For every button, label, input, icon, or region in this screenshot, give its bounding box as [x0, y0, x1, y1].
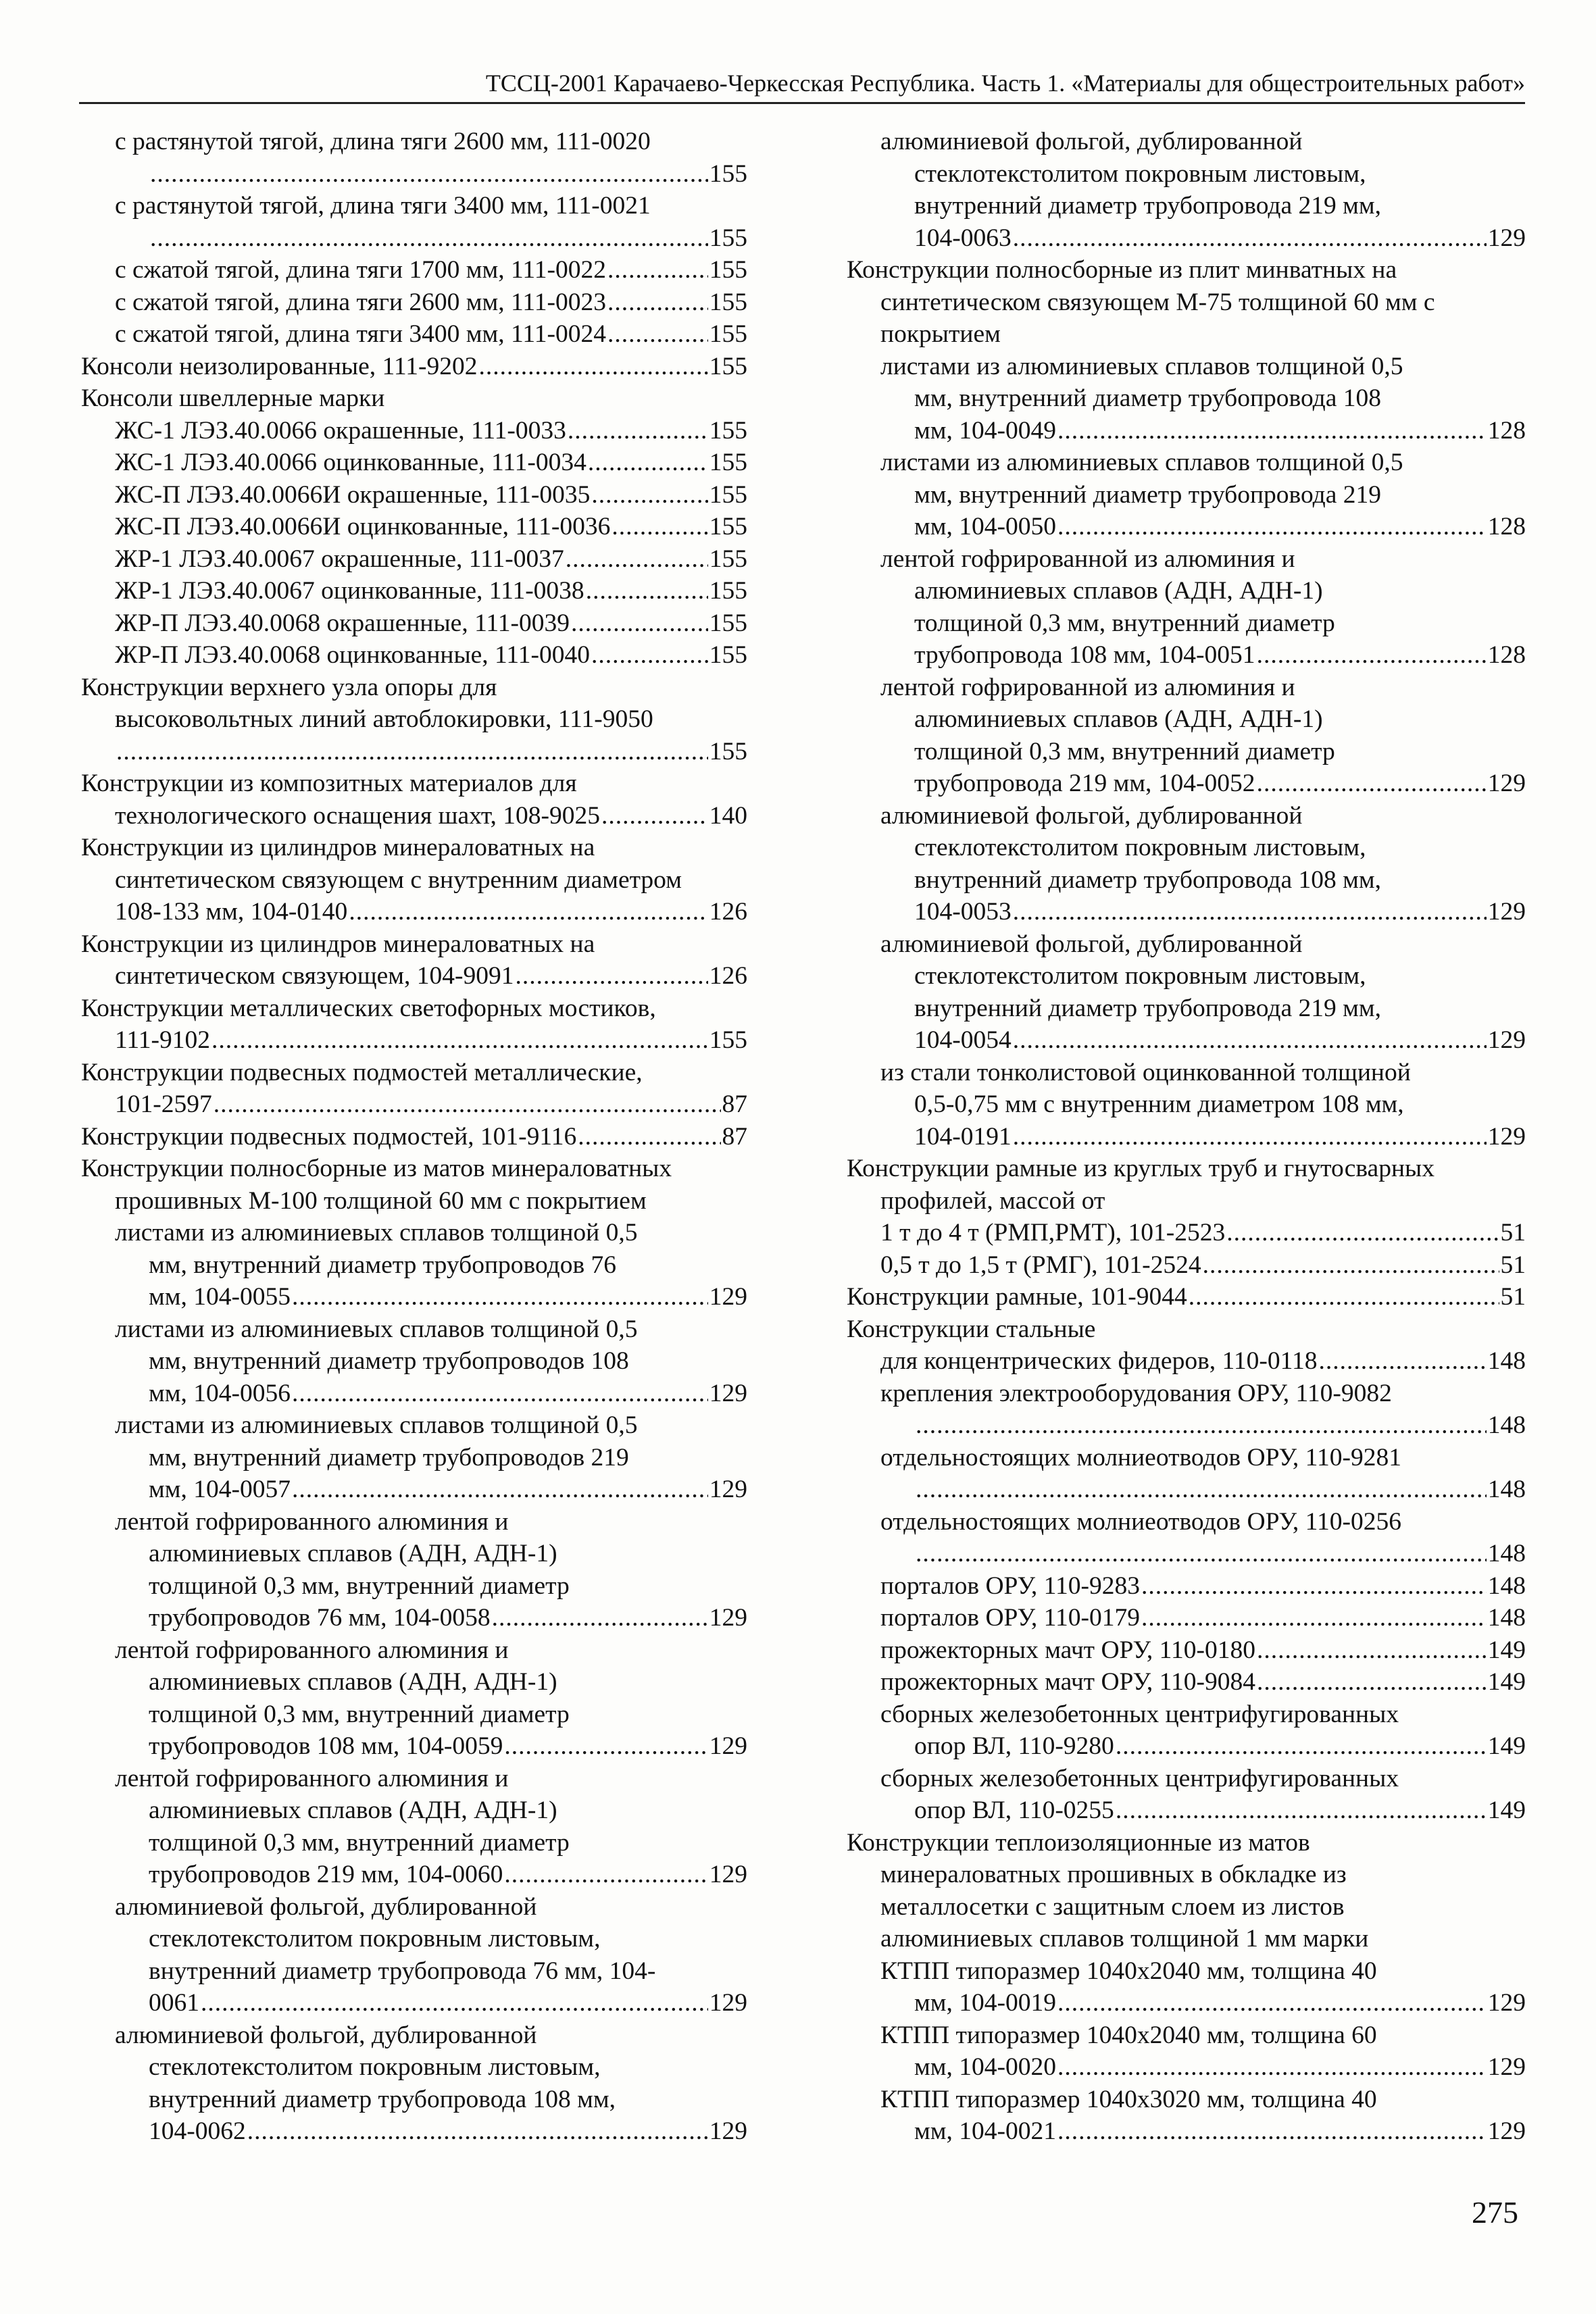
entry-page-number: 149	[1487, 1796, 1526, 1824]
entry-text: с сжатой тягой, длина тяги 1700 мм, 111-0022	[115, 256, 606, 284]
entry-page-number: 129	[1487, 898, 1526, 926]
index-entry	[81, 992, 747, 1057]
entry-text: алюминиевой фольгой, дублированной	[880, 801, 1303, 830]
entry-text: прожекторных мачт ОРУ, 110-9084	[880, 1668, 1255, 1696]
entry-text: трубопроводов 108 мм, 104-0059	[149, 1732, 503, 1760]
index-entry	[847, 1506, 1526, 1570]
entry-page-number: 149	[1487, 1636, 1526, 1664]
dot-leader	[607, 318, 708, 351]
index-entry	[847, 2084, 1526, 2148]
index-entry	[81, 351, 747, 383]
entry-page-number: 129	[1487, 224, 1526, 252]
index-entry	[847, 1281, 1526, 1313]
entry-text: Конструкции из композитных материалов для	[81, 770, 577, 797]
entry-text: мм, 104-0020	[914, 2053, 1056, 2081]
entry-page-number: 129	[1487, 1122, 1526, 1151]
dot-leader	[591, 639, 708, 672]
entry-page-number: 128	[1487, 513, 1526, 540]
index-entry	[847, 543, 1526, 672]
entry-page-number: 51	[1500, 1251, 1526, 1279]
entry-text: 1 т до 4 т (РМП,РМТ), 101-2523	[880, 1219, 1226, 1247]
entry-text: листами из алюминиевых сплавов толщиной 0,5	[115, 1219, 638, 1247]
dot-leader	[1013, 896, 1487, 928]
entry-page-number: 149	[1487, 1732, 1526, 1760]
dot-leader	[478, 351, 707, 383]
entry-text: толщиной 0,3 мм, внутренний диаметр	[149, 1828, 570, 1857]
entry-page-number: 126	[709, 962, 747, 990]
entry-text: Конструкции из цилиндров минераловатных на	[81, 930, 595, 958]
entry-page-number: 129	[709, 1861, 747, 1888]
dot-leader	[1013, 222, 1487, 255]
entry-text: 108-133 мм, 104-0140	[115, 898, 348, 926]
entry-text: Конструкции верхнего узла опоры для	[81, 673, 497, 701]
dot-leader	[292, 1378, 708, 1410]
dot-leader	[1057, 2115, 1487, 2148]
entry-text: 104-0062	[149, 2117, 246, 2145]
dot-leader	[1141, 1602, 1487, 1634]
dot-leader	[566, 543, 708, 576]
index-entry	[81, 1634, 747, 1763]
entry-page-number: 87	[722, 1090, 747, 1118]
entry-text: профилей, массой от	[880, 1186, 1105, 1215]
dot-leader	[586, 575, 708, 607]
entry-page-number: 129	[709, 2117, 747, 2145]
dot-leader	[214, 1088, 721, 1121]
index-entry	[847, 351, 1526, 447]
dot-leader	[1116, 1794, 1487, 1827]
index-entry	[81, 126, 747, 190]
dot-leader	[1257, 639, 1487, 672]
entry-text: 104-0063	[914, 224, 1012, 252]
entry-text: мм, 104-0021	[914, 2117, 1056, 2145]
entry-text: трубопровода 108 мм, 104-0051	[914, 641, 1255, 669]
entry-text: Консоли швеллерные марки	[81, 384, 385, 412]
dot-leader	[1013, 1121, 1487, 1153]
entry-text: ЖР-1 ЛЭЗ.40.0067 окрашенные, 111-0037	[115, 545, 564, 573]
entry-text: ЖС-1 ЛЭЗ.40.0066 окрашенные, 111-0033	[115, 416, 566, 445]
entry-text: мм, 104-0050	[914, 513, 1056, 540]
entry-page-number: 148	[1487, 1347, 1526, 1375]
dot-leader	[1013, 1024, 1487, 1057]
index-entry	[81, 382, 747, 415]
dot-leader	[591, 479, 707, 511]
entry-text: 104-0054	[914, 1026, 1012, 1054]
index-entry	[847, 126, 1526, 254]
header-rule	[79, 102, 1525, 104]
dot-leader	[292, 1281, 708, 1313]
dot-leader	[1057, 1987, 1487, 2019]
entry-text: алюминиевых сплавов толщиной 1 мм марки	[880, 1925, 1369, 1953]
index-entry	[81, 832, 747, 928]
index-entry	[847, 1955, 1526, 2019]
index-entry	[81, 672, 747, 768]
index-entry	[847, 1345, 1526, 1378]
entry-text: мм, внутренний диаметр трубопровода 108	[914, 384, 1381, 412]
entry-text: трубопроводов 219 мм, 104-0060	[149, 1861, 503, 1888]
entry-text: мм, 104-0049	[914, 416, 1056, 445]
dot-leader	[1189, 1281, 1499, 1313]
index-entry	[847, 1313, 1526, 1346]
entry-text: мм, внутренний диаметр трубопровода 219	[914, 480, 1381, 509]
dot-leader	[492, 1602, 708, 1634]
entry-text: ЖР-1 ЛЭЗ.40.0067 оцинкованные, 111-0038	[115, 577, 584, 605]
entry-text: толщиной 0,3 мм, внутренний диаметр	[914, 609, 1335, 637]
entry-text: внутренний диаметр трубопровода 108 мм,	[149, 2085, 616, 2113]
entry-text: 101-2597	[115, 1090, 212, 1118]
page-number: 275	[1472, 2195, 1518, 2230]
entry-page-number: 129	[709, 1732, 747, 1760]
entry-text: трубопровода 219 мм, 104-0052	[914, 770, 1255, 797]
dot-leader	[916, 1409, 1487, 1442]
index-entry	[847, 672, 1526, 800]
entry-text: для концентрических фидеров, 110-0118	[880, 1347, 1318, 1375]
dot-leader	[1226, 1217, 1499, 1249]
entry-text: ЖС-П ЛЭЗ.40.0066И оцинкованные, 111-0036	[115, 513, 611, 540]
entry-text: синтетическом связующем, 104-9091	[115, 962, 514, 990]
entry-text: Конструкции теплоизоляционные из матов	[847, 1828, 1310, 1857]
entry-text: толщиной 0,3 мм, внутренний диаметр	[149, 1700, 570, 1728]
entry-text: алюминиевой фольгой, дублированной	[115, 2021, 537, 2049]
dot-leader	[571, 607, 708, 640]
dot-leader	[504, 1730, 707, 1763]
index-entry	[847, 800, 1526, 928]
index-entry	[81, 415, 747, 447]
entry-page-number: 129	[1487, 2053, 1526, 2081]
entry-text: прожекторных мачт ОРУ, 110-0180	[880, 1636, 1255, 1664]
index-entry	[81, 479, 747, 511]
entry-text: лентой гофрированной из алюминия и	[880, 673, 1295, 701]
entry-text: Конструкции стальные	[847, 1315, 1096, 1343]
entry-text: Конструкции подвесных подмостей металлические,	[81, 1058, 643, 1086]
entry-text: с сжатой тягой, длина тяги 2600 мм, 111-0023	[115, 288, 606, 316]
index-entry	[81, 286, 747, 319]
running-header: ТССЦ-2001 Карачаево-Черкесская Республика. Часть 1. «Материалы для общестроительных работ»	[485, 70, 1525, 97]
entry-text: мм, 104-0057	[149, 1476, 291, 1503]
entry-text: листами из алюминиевых сплавов толщиной 0,5	[880, 449, 1403, 476]
entry-page-number: 129	[1487, 2117, 1526, 2145]
entry-text: минераловатных прошивных в обкладке из	[880, 1861, 1347, 1888]
entry-text: внутренний диаметр трубопровода 108 мм,	[914, 865, 1381, 894]
entry-text: Конструкции полносборные из матов минераловатных	[81, 1155, 672, 1182]
dot-leader	[1057, 415, 1487, 447]
entry-text: стеклотекстолитом покровным листовым,	[149, 2053, 601, 2081]
entry-page-number: 129	[1487, 1989, 1526, 2017]
index-entry	[81, 1313, 747, 1410]
dot-leader	[515, 960, 707, 992]
dot-leader	[211, 1024, 708, 1057]
entry-page-number: 51	[1500, 1219, 1526, 1247]
entry-page-number: 148	[1487, 1476, 1526, 1503]
index-entry	[847, 1634, 1526, 1667]
entry-text: 111-9102	[115, 1026, 210, 1054]
entry-text: стеклотекстолитом покровным листовым,	[914, 962, 1366, 990]
entry-page-number: 129	[709, 1476, 747, 1503]
index-entry	[847, 1249, 1526, 1282]
entry-text: высоковольтных линий автоблокировки, 111-9050	[115, 705, 653, 733]
entry-page-number: 148	[1487, 1571, 1526, 1600]
entry-page-number: 148	[1487, 1411, 1526, 1439]
index-entry	[81, 1409, 747, 1506]
entry-text: 104-0191	[914, 1122, 1012, 1151]
entry-text: алюминиевых сплавов (АДН, АДН-1)	[914, 705, 1323, 733]
dot-leader	[1057, 2051, 1487, 2084]
entry-text: мм, внутренний диаметр трубопроводов 219	[149, 1443, 629, 1472]
entry-text: 104-0053	[914, 898, 1012, 926]
entry-page-number: 148	[1487, 1604, 1526, 1632]
index-entry	[847, 1378, 1526, 1442]
entry-text: сборных железобетонных центрифугированных	[880, 1700, 1399, 1728]
index-entry	[847, 1153, 1526, 1217]
entry-text: стеклотекстолитом покровным листовым,	[149, 1925, 601, 1953]
index-entry	[847, 1699, 1526, 1763]
entry-text: порталов ОРУ, 110-9283	[880, 1571, 1140, 1600]
entry-text: 0,5-0,75 мм с внутренним диаметром 108 мм,	[914, 1090, 1404, 1118]
entry-page-number: 129	[1487, 1026, 1526, 1054]
index-entry	[81, 447, 747, 479]
entry-page-number: 155	[709, 480, 747, 509]
dot-leader	[568, 415, 708, 447]
entry-text: Конструкции рамные из круглых труб и гнутосварных	[847, 1155, 1435, 1182]
entry-text: с растянутой тягой, длина тяги 2600 мм, 111-0020	[115, 128, 651, 155]
entry-text: алюминиевых сплавов (АДН, АДН-1)	[149, 1796, 557, 1824]
entry-page-number: 129	[709, 1283, 747, 1311]
entry-page-number: 155	[709, 577, 747, 605]
entry-text: лентой гофрированного алюминия и	[115, 1507, 509, 1536]
entry-text: технологического оснащения шахт, 108-9025	[115, 801, 600, 830]
index-entry	[847, 1827, 1526, 1955]
dot-leader	[150, 222, 708, 255]
dot-leader	[116, 736, 708, 768]
dot-leader	[1116, 1730, 1487, 1763]
entry-text: листами из алюминиевых сплавов толщиной 0,5	[115, 1411, 638, 1439]
dot-leader	[1257, 1666, 1487, 1699]
entry-text: алюминиевых сплавов (АДН, АДН-1)	[149, 1540, 557, 1567]
index-column-right	[847, 126, 1526, 2148]
entry-text: отдельностоящих молниеотводов ОРУ, 110-9281	[880, 1443, 1402, 1472]
entry-page-number: 129	[709, 1989, 747, 2017]
entry-text: покрытием	[880, 320, 1001, 348]
entry-page-number: 155	[709, 320, 747, 348]
index-entry	[847, 1442, 1526, 1506]
entry-text: мм, 104-0055	[149, 1283, 291, 1311]
index-entry	[81, 1121, 747, 1153]
entry-text: синтетическом связующем с внутренним диаметром	[115, 865, 682, 894]
entry-text: крепления электрооборудования ОРУ, 110-9082	[880, 1379, 1392, 1407]
entry-text: Консоли неизолированные, 111-9202	[81, 352, 478, 380]
entry-text: лентой гофрированного алюминия и	[115, 1636, 509, 1664]
entry-text: металлосетки с защитным слоем из листов	[880, 1892, 1345, 1921]
index-entry	[81, 928, 747, 992]
entry-text: внутренний диаметр трубопровода 76 мм, 104-	[149, 1957, 656, 1985]
entry-text: ЖР-П ЛЭЗ.40.0068 окрашенные, 111-0039	[115, 609, 570, 637]
entry-page-number: 155	[709, 256, 747, 284]
entry-text: толщиной 0,3 мм, внутренний диаметр	[149, 1571, 570, 1600]
entry-page-number: 155	[709, 609, 747, 637]
dot-leader	[601, 800, 708, 832]
entry-page-number: 129	[709, 1604, 747, 1632]
index-entry	[81, 1763, 747, 1891]
entry-page-number: 155	[709, 545, 747, 573]
entry-page-number: 155	[709, 224, 747, 252]
entry-page-number: 155	[709, 1026, 747, 1054]
entry-text: Конструкции подвесных подмостей, 101-9116	[81, 1122, 577, 1151]
entry-text: прошивных М-100 толщиной 60 мм с покрытием	[115, 1186, 647, 1215]
dot-leader	[247, 2115, 708, 2148]
index-entry	[81, 1153, 747, 1217]
index-entry	[81, 190, 747, 254]
entry-text: с сжатой тягой, длина тяги 3400 мм, 111-0024	[115, 320, 606, 348]
entry-text: синтетическом связующем М-75 толщиной 60 мм с	[880, 288, 1435, 316]
entry-text: стеклотекстолитом покровным листовым,	[914, 834, 1366, 861]
entry-text: из стали тонколистовой оцинкованной толщиной	[880, 1058, 1411, 1086]
index-entry	[847, 2019, 1526, 2084]
entry-text: 0,5 т до 1,5 т (РМГ), 101-2524	[880, 1251, 1201, 1279]
entry-page-number: 87	[722, 1122, 747, 1151]
index-entry	[847, 1057, 1526, 1153]
entry-text: опор ВЛ, 110-9280	[914, 1732, 1114, 1760]
index-entry	[81, 511, 747, 543]
entry-page-number: 129	[1487, 770, 1526, 797]
dot-leader	[1141, 1570, 1487, 1603]
entry-page-number: 140	[709, 801, 747, 830]
index-entry	[81, 1891, 747, 2019]
entry-text: алюминиевой фольгой, дублированной	[880, 930, 1303, 958]
dot-leader	[504, 1859, 707, 1891]
entry-text: отдельностоящих молниеотводов ОРУ, 110-0256	[880, 1507, 1402, 1536]
dot-leader	[1257, 1634, 1487, 1667]
entry-text: с растянутой тягой, длина тяги 3400 мм, 111-0021	[115, 192, 651, 220]
entry-text: ЖР-П ЛЭЗ.40.0068 оцинкованные, 111-0040	[115, 641, 591, 669]
dot-leader	[607, 254, 708, 286]
index-entry	[847, 1666, 1526, 1699]
entry-page-number: 51	[1500, 1283, 1526, 1311]
index-entry	[847, 254, 1526, 351]
entry-text: внутренний диаметр трубопровода 219 мм,	[914, 192, 1381, 220]
entry-page-number: 129	[709, 1379, 747, 1407]
index-entry	[847, 1570, 1526, 1603]
index-entry	[847, 447, 1526, 543]
entry-page-number: 155	[709, 641, 747, 669]
entry-page-number: 155	[709, 159, 747, 188]
dot-leader	[1203, 1249, 1499, 1282]
entry-text: Конструкции металлических светофорных мостиков,	[81, 994, 656, 1022]
entry-page-number: 128	[1487, 416, 1526, 445]
entry-page-number: 155	[709, 352, 747, 380]
entry-page-number: 126	[709, 898, 747, 926]
index-entry	[847, 1763, 1526, 1827]
index-entry	[81, 1506, 747, 1634]
entry-text: опор ВЛ, 110-0255	[914, 1796, 1114, 1824]
entry-page-number: 155	[709, 513, 747, 540]
entry-text: листами из алюминиевых сплавов толщиной 0,5	[115, 1315, 638, 1343]
dot-leader	[588, 447, 708, 479]
entry-text: 0061	[149, 1989, 199, 2017]
entry-text: стеклотекстолитом покровным листовым,	[914, 159, 1366, 188]
entry-page-number: 155	[709, 737, 747, 765]
dot-leader	[916, 1474, 1487, 1506]
index-entry	[81, 639, 747, 672]
entry-text: мм, внутренний диаметр трубопроводов 76	[149, 1251, 617, 1279]
dot-leader	[1057, 511, 1487, 543]
index-entry	[81, 254, 747, 286]
index-entry	[847, 1602, 1526, 1634]
index-column-left	[81, 126, 747, 2148]
entry-text: порталов ОРУ, 110-0179	[880, 1604, 1140, 1632]
entry-text: толщиной 0,3 мм, внутренний диаметр	[914, 737, 1335, 765]
entry-text: мм, 104-0019	[914, 1989, 1056, 2017]
entry-text: Конструкции рамные, 101-9044	[847, 1283, 1187, 1311]
entry-text: алюминиевых сплавов (АДН, АДН-1)	[914, 577, 1323, 605]
entry-text: Конструкции из цилиндров минераловатных на	[81, 834, 595, 861]
index-entry	[81, 1217, 747, 1313]
entry-text: алюминиевых сплавов (АДН, АДН-1)	[149, 1668, 557, 1696]
entry-text: Конструкции полносборные из плит минватных на	[847, 256, 1397, 284]
index-entry	[81, 543, 747, 576]
entry-text: сборных железобетонных центрифугированных	[880, 1764, 1399, 1792]
entry-text: ЖС-П ЛЭЗ.40.0066И окрашенные, 111-0035	[115, 480, 591, 509]
entry-text: лентой гофрированного алюминия и	[115, 1764, 509, 1792]
dot-leader	[1319, 1345, 1487, 1378]
dot-leader	[292, 1474, 708, 1506]
entry-text: мм, внутренний диаметр трубопроводов 108	[149, 1347, 629, 1375]
index-entry	[81, 607, 747, 640]
index-entry	[81, 2019, 747, 2148]
entry-text: алюминиевой фольгой, дублированной	[115, 1892, 537, 1921]
dot-leader	[349, 896, 707, 928]
entry-text: листами из алюминиевых сплавов толщиной 0,5	[880, 352, 1403, 380]
dot-leader	[578, 1121, 720, 1153]
entry-text: КТПП типоразмер 1040х3020 мм, толщина 40	[880, 2085, 1377, 2113]
entry-text: ЖС-1 ЛЭЗ.40.0066 оцинкованные, 111-0034	[115, 449, 587, 476]
entry-text: КТПП типоразмер 1040х2040 мм, толщина 40	[880, 1957, 1377, 1985]
entry-page-number: 148	[1487, 1540, 1526, 1567]
index-entry	[81, 768, 747, 832]
entry-text: КТПП типоразмер 1040х2040 мм, толщина 60	[880, 2021, 1377, 2049]
entry-page-number: 155	[709, 449, 747, 476]
dot-leader	[612, 511, 707, 543]
dot-leader	[150, 158, 708, 191]
index-entry	[81, 575, 747, 607]
index-entry	[81, 1057, 747, 1121]
dot-leader	[1257, 768, 1487, 800]
index-entry	[847, 1217, 1526, 1249]
entry-text: алюминиевой фольгой, дублированной	[880, 128, 1303, 155]
entry-text: трубопроводов 76 мм, 104-0058	[149, 1604, 491, 1632]
entry-page-number: 155	[709, 288, 747, 316]
entry-text: лентой гофрированной из алюминия и	[880, 545, 1295, 573]
entry-page-number: 155	[709, 416, 747, 445]
index-entry	[847, 928, 1526, 1057]
entry-text: внутренний диаметр трубопровода 219 мм,	[914, 994, 1381, 1022]
dot-leader	[607, 286, 708, 319]
index-entry	[81, 318, 747, 351]
entry-text: мм, 104-0056	[149, 1379, 291, 1407]
entry-page-number: 128	[1487, 641, 1526, 669]
dot-leader	[201, 1987, 708, 2019]
dot-leader	[916, 1538, 1487, 1570]
entry-page-number: 149	[1487, 1668, 1526, 1696]
